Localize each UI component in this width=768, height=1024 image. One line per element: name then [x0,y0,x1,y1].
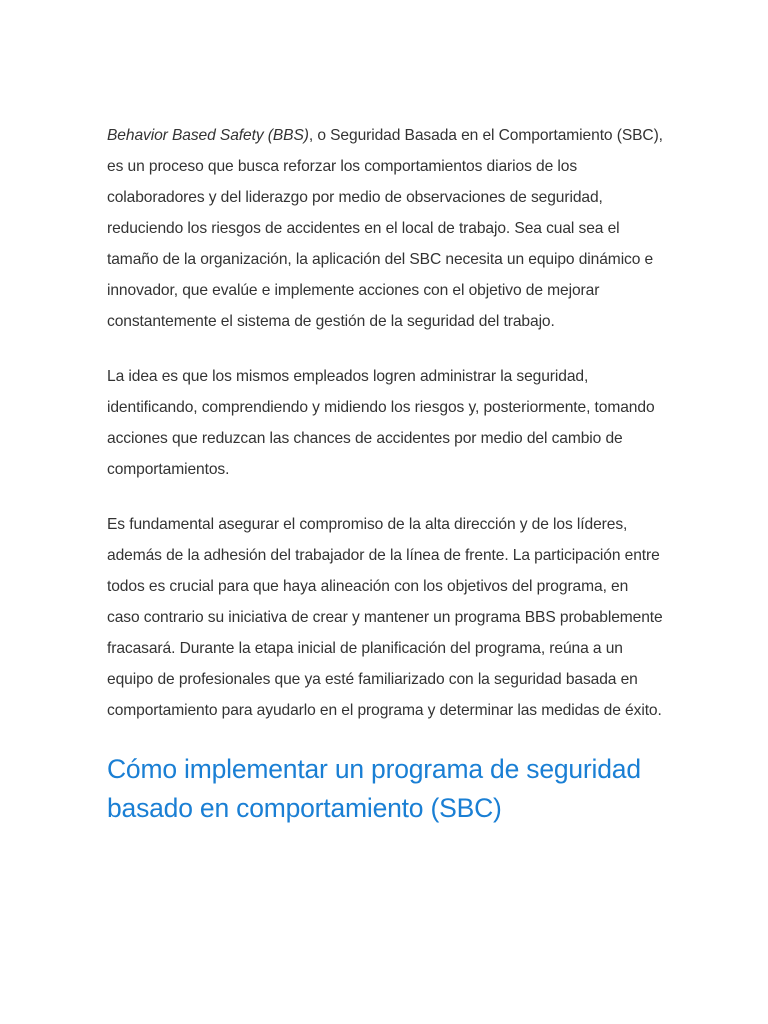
article-body [107,120,663,828]
paragraph-intro [107,120,663,337]
paragraph-commitment: Es fundamental asegurar el compromiso de la alta dirección y de los líderes, además de la adhesión del trabajador de la línea de frente. La participación entre todos es crucial para que haya alineación con los objetivos del programa, en caso contrario su iniciativa de crear y mantener un programa BBS probablemente fracasará. Durante la etapa inicial de planificación del programa, reúna a un equipo de profesionales que ya esté familiarizado con la seguridad basada en comportamiento para ayudarlo en el programa y determinar las medidas de éxito. [107,516,663,719]
paragraph-employees: La idea es que los mismos empleados logren administrar la seguridad, identificando, comprendiendo y midiendo los riesgos y, posteriormente, tomando acciones que reduzcan las chances de accidentes por medio del cambio de comportamientos. [107,368,655,478]
section-heading: Cómo implementar un programa de seguridad basado en comportamiento (SBC) [107,754,641,823]
paragraph-intro-text: , o Seguridad Basada en el Comportamiento (SBC), es un proceso que busca reforzar los comportamientos diarios de los colaboradores y del liderazgo por medio de observaciones de seguridad, reduciendo los riesgos de accidentes en el local de trabajo. Sea cual sea el tamaño de la organización, la aplicación del SBC necesita un equipo dinámico e innovador, que evalúe e implemente acciones con el objetivo de mejorar constantemente el sistema de gestión de la seguridad del trabajo. [107,127,663,330]
bbs-term: Behavior Based Safety (BBS) [107,127,309,144]
